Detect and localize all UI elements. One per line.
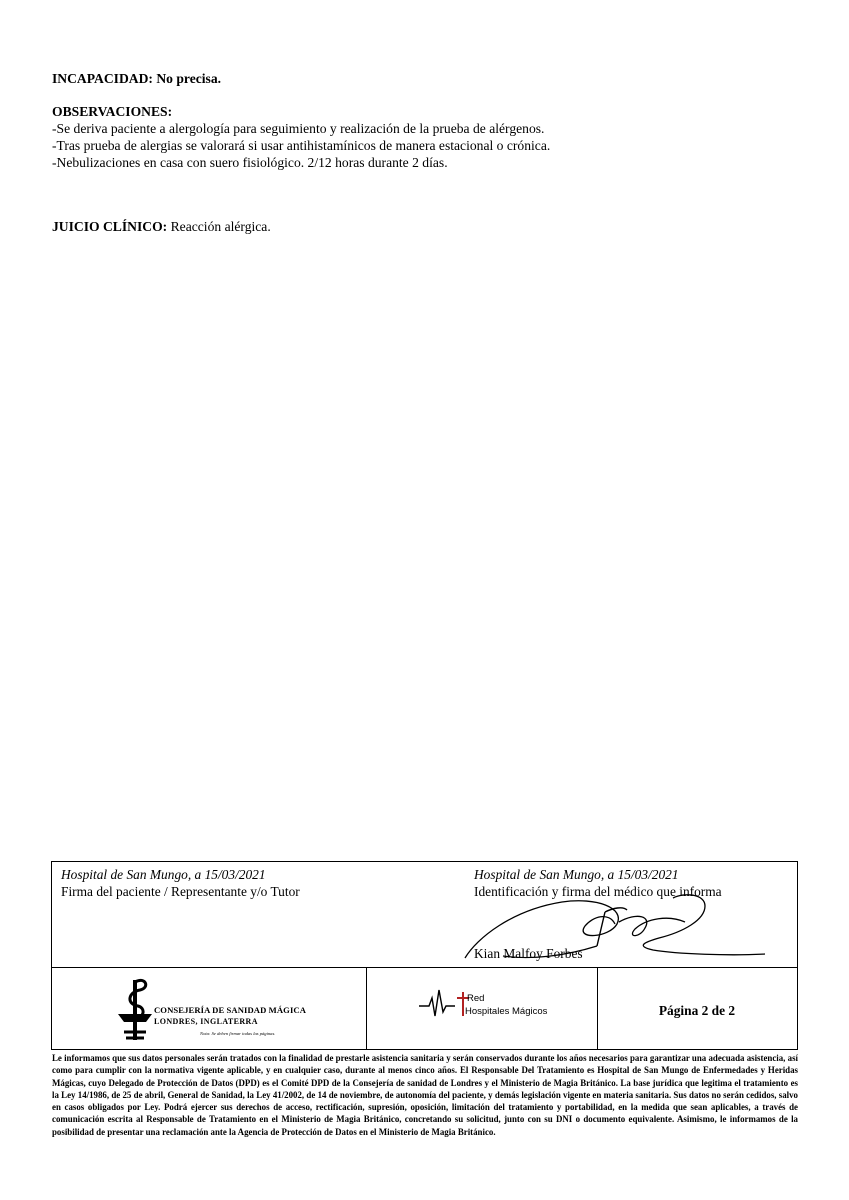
patient-signature-role: Firma del paciente / Representante y/o Tutor <box>61 884 300 899</box>
footer-logo-row <box>51 967 798 1050</box>
observacion-line: -Tras prueba de alergias se valorará si usar antihistamínicos de manera estacional o crónica. <box>52 138 551 153</box>
page-number: Página 2 de 2 <box>658 1003 736 1018</box>
doctor-signature-role: Identificación y firma del médico que informa <box>474 884 722 899</box>
consejeria-city: LONDRES, INGLATERRA <box>154 1017 258 1026</box>
caduceus-logo-icon <box>114 974 158 1044</box>
patient-signature-area <box>61 866 300 900</box>
observaciones-section <box>52 103 550 171</box>
consejeria-name: CONSEJERÍA DE SANIDAD MÁGICA <box>154 1005 307 1015</box>
juicio-clinico-value: Reacción alérgica. <box>170 219 271 234</box>
red-hospitales-cell <box>366 968 598 1049</box>
incapacidad-value: No precisa. <box>156 71 222 86</box>
signature-note: Nota: Se deben firmar todas las páginas. <box>200 1031 276 1036</box>
page-number-cell <box>597 968 797 1049</box>
data-protection-notice: Le informamos que sus datos personales serán tratados con la finalidad de prestarle asistencia sanitaria y serán conservados durante los años necesarios para garantizar una adecuada asistencia, así como para cumplir con la normativa vigente aplicable, y en cualquier caso, durante al menos cinco años. El Responsable Del Tratamiento es Hospital de San Mungo de Enfermedades y Heridas Mágicas, cuyo Delegado de Protección de Datos (DPD) es el Comité DPD de la Consejería de sanidad de Londres y el Ministerio de Magia Británico. La base jurídica que legitima el tratamiento es la Ley 14/1986, de 25 de abril, General de Sanidad, la Ley 41/2002, de 14 de noviembre, de autonomía del paciente, y demás legislación vigente en materia sanitaria. Sus datos no serán cedidos, salvo en casos obligados por Ley. Podrá ejercer sus derechos de acceso, rectificación, supresión, oposición, limitación del tratamiento y portabilidad, en la medida que sean aplicables, a través de comunicación escrita al Responsable de Tratamiento en el Ministerio de Magia Británico, concretando su solicitud, junto con su DNI o documento equivalente. Asimismo, le informamos de la posibilidad de presentar una reclamación ante la Agencia de Protección de Datos en el Ministerio de Magia Británico. <box>52 1053 798 1137</box>
juicio-clinico-section <box>52 218 271 235</box>
heartbeat-logo-icon <box>419 986 471 1020</box>
red-logo-line-2: Hospitales Mágicos <box>465 1006 548 1017</box>
doctor-signature-place: Hospital de San Mungo, a 15/03/2021 <box>474 867 679 882</box>
incapacidad-section <box>52 70 221 87</box>
juicio-clinico-label: JUICIO CLÍNICO: <box>52 219 168 234</box>
observacion-line: -Nebulizaciones en casa con suero fisiológico. 2/12 horas durante 2 días. <box>52 155 448 170</box>
signature-box <box>51 861 798 968</box>
consejeria-cell <box>52 968 367 1049</box>
observacion-line: -Se deriva paciente a alergología para seguimiento y realización de la prueba de alérgenos. <box>52 121 545 136</box>
observaciones-label: OBSERVACIONES: <box>52 104 173 119</box>
doctor-name: Kian Malfoy Forbes <box>474 946 583 961</box>
patient-signature-place: Hospital de San Mungo, a 15/03/2021 <box>61 867 266 882</box>
red-logo-line-1: Red <box>467 993 485 1004</box>
incapacidad-label: INCAPACIDAD: <box>52 71 153 86</box>
